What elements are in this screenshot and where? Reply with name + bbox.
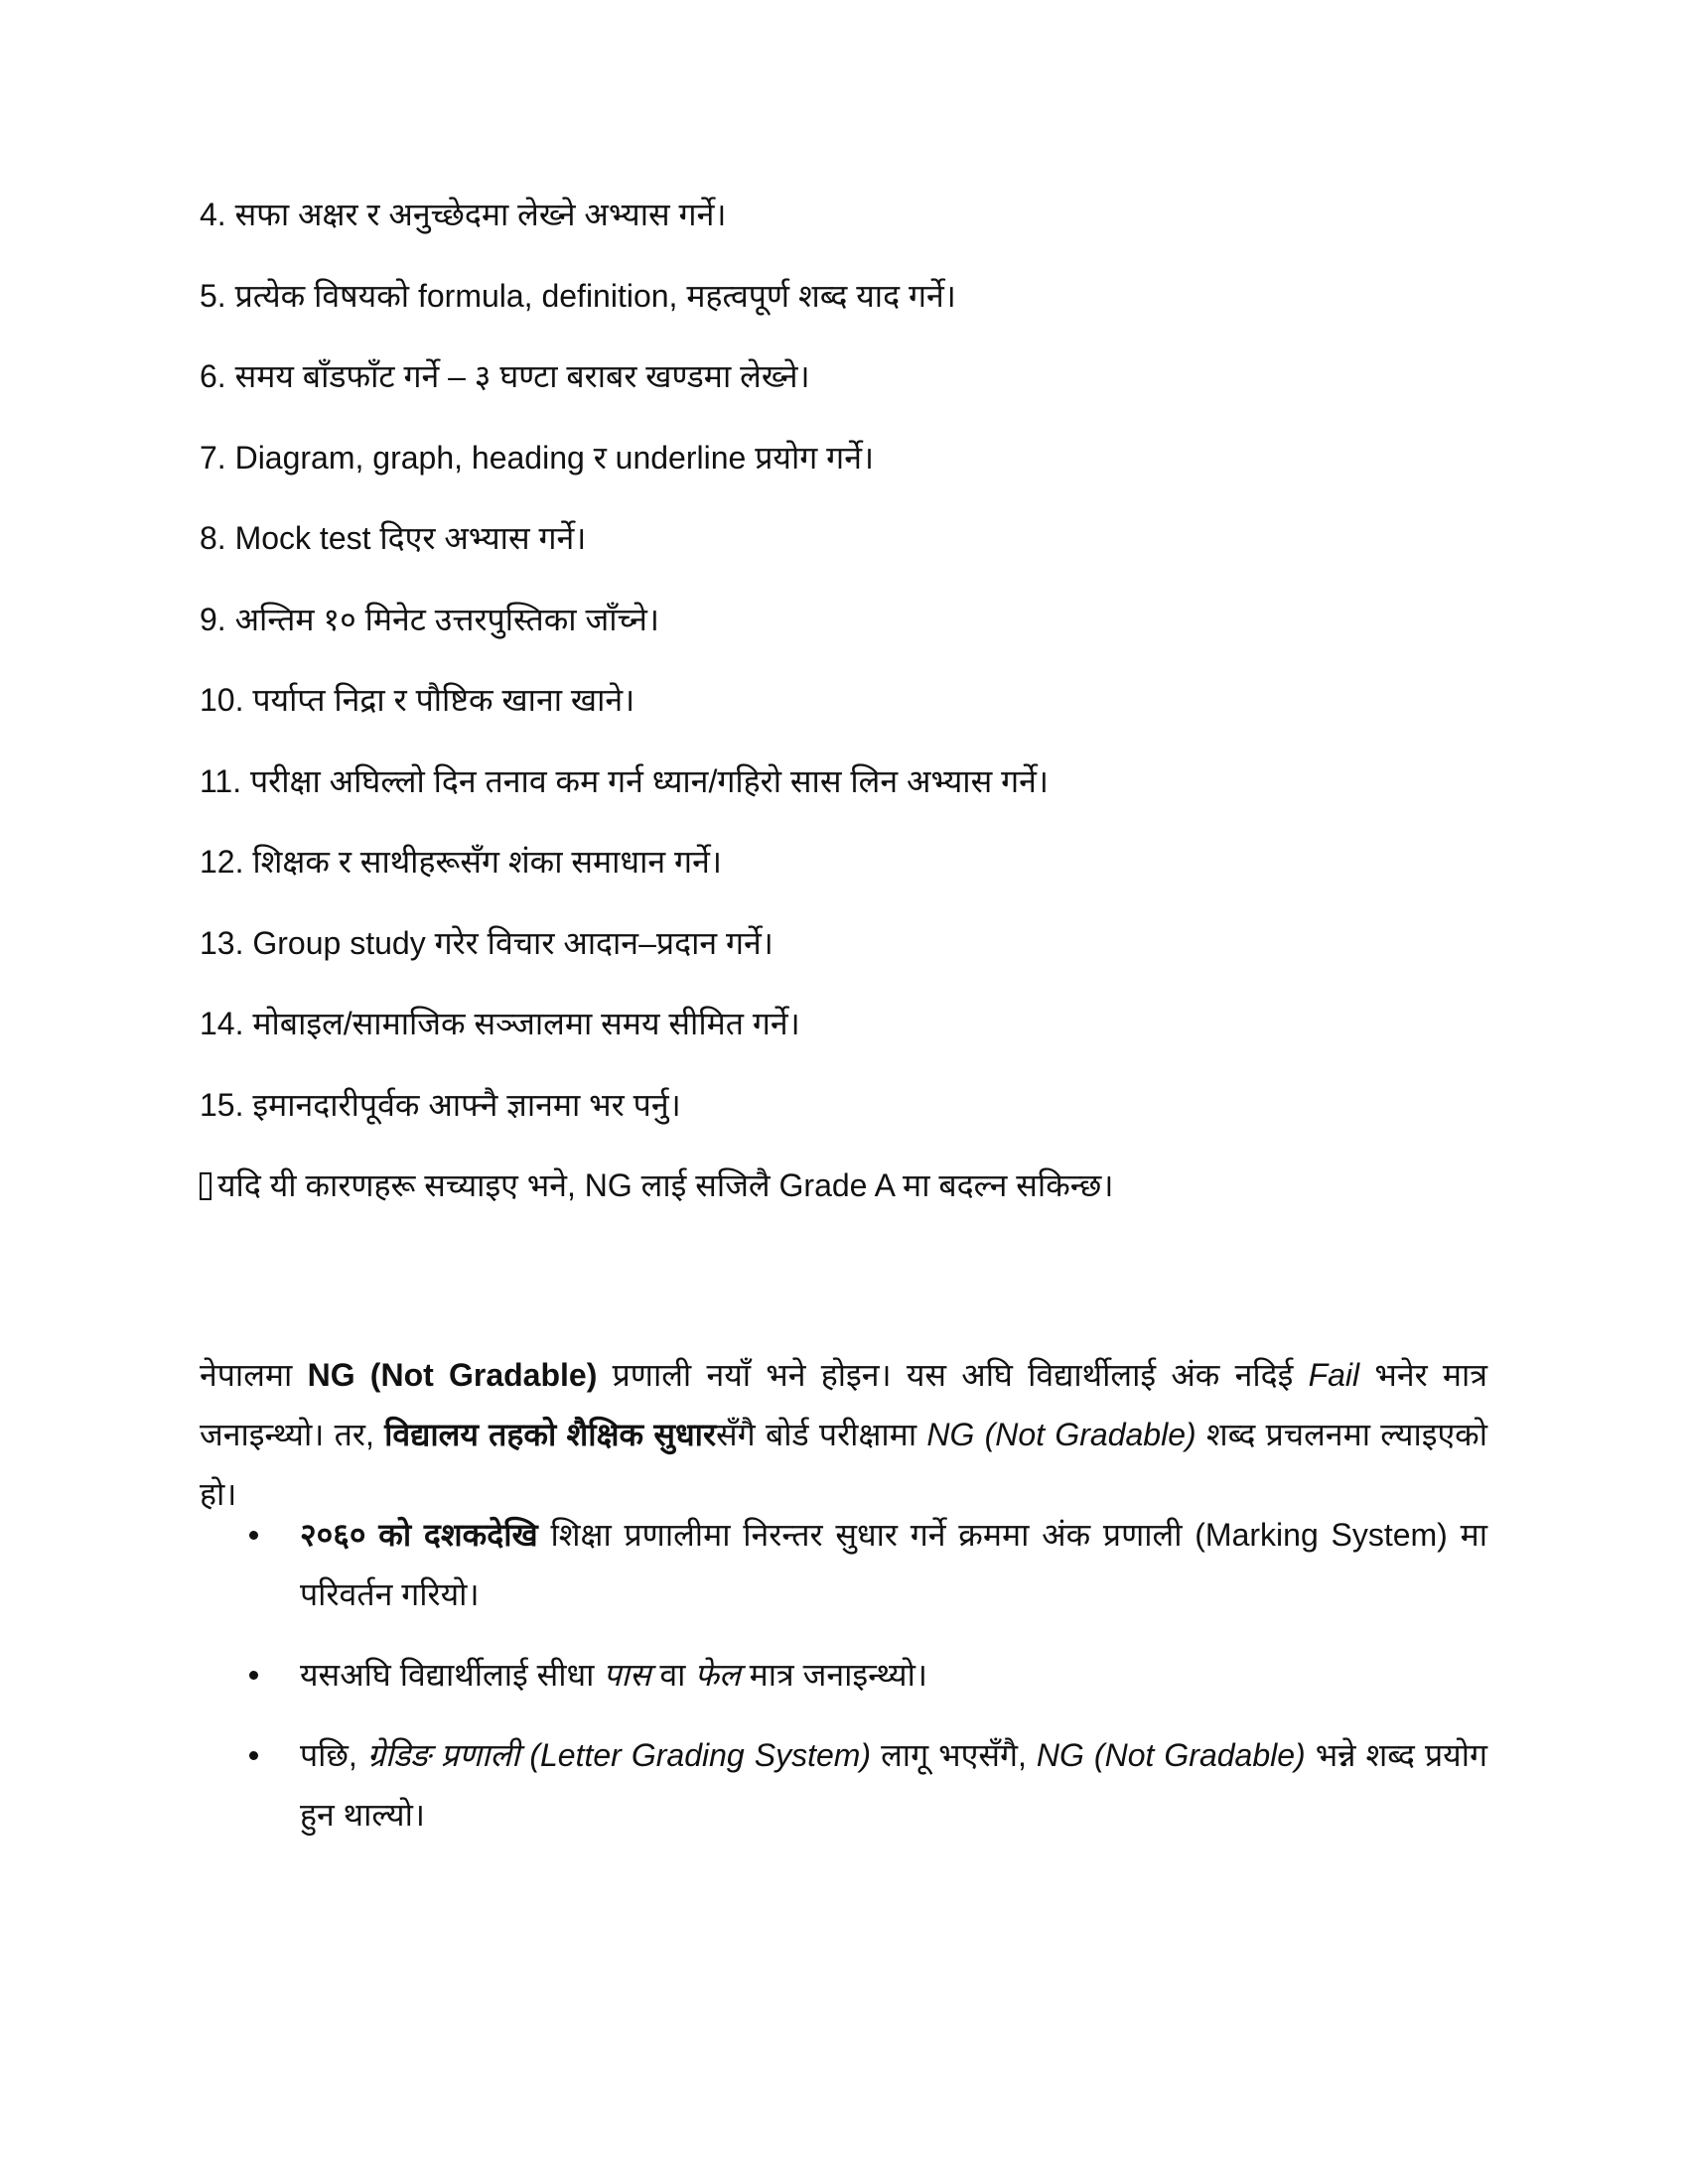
tip-number: 12. [200, 844, 253, 880]
bullet-text: मात्र जनाइन्थ्यो। [740, 1657, 927, 1693]
bullet-icon [249, 1531, 258, 1540]
bullet-italic-text: फेल [694, 1657, 741, 1693]
intro-italic-term: NG (Not Gradable) [926, 1417, 1196, 1452]
bullet-italic-text: ग्रेडिङ प्रणाली (Letter Grading System) [366, 1737, 872, 1773]
tip-number: 15. [200, 1086, 253, 1123]
bullet-item [200, 1505, 1487, 1624]
tip-number: 4. [200, 197, 235, 232]
tip-item [200, 276, 1487, 316]
tip-item [200, 195, 1487, 234]
bullet-text: शिक्षा प्रणालीमा निरन्तर सुधार गर्ने क्रममा अंक प्रणाली (Marking System) मा परिवर्तन गरियो। [300, 1517, 1487, 1612]
tip-item [200, 1085, 1487, 1125]
tip-number: 6. [200, 358, 235, 394]
tip-item [200, 680, 1487, 720]
tip-number: 14. [200, 1006, 253, 1041]
tip-number: 10. [200, 682, 253, 718]
bullet-bold-text: २०६० को दशकदेखि [300, 1517, 538, 1553]
bullet-italic-text: NG (Not Gradable) [1036, 1737, 1306, 1773]
tip-item [200, 518, 1487, 558]
tip-text: प्रत्येक विषयको formula, definition, महत्वपूर्ण शब्द याद गर्ने। [234, 277, 956, 314]
tip-text: Group study गरेर विचार आदान–प्रदान गर्ने। [252, 924, 774, 961]
bullet-text: पछि, [300, 1737, 367, 1773]
tip-number: 5. [200, 277, 235, 314]
tip-item [200, 600, 1487, 639]
bullet-text: लागू भएसँगै, [871, 1737, 1037, 1773]
tips-list [200, 195, 1487, 1205]
tip-item [200, 923, 1487, 963]
tip-number: 9. [200, 601, 235, 637]
tip-number: 13. [200, 924, 253, 961]
tip-number: 8. [200, 520, 235, 556]
tip-text: पर्याप्त निद्रा र पौष्टिक खाना खाने। [252, 682, 635, 718]
tip-text: इमानदारीपूर्वक आफ्नै ज्ञानमा भर पर्नु। [252, 1086, 681, 1123]
tip-number: 11. [200, 762, 250, 799]
tip-text: शिक्षक र साथीहरूसँग शंका समाधान गर्ने। [252, 844, 722, 880]
bullet-item [200, 1725, 1487, 1844]
intro-text: नेपालमा [200, 1357, 308, 1393]
bullet-text: यसअघि विद्यार्थीलाई सीधा [300, 1657, 604, 1693]
history-bullet-list [200, 1505, 1487, 1865]
conclusion-line [200, 1165, 1487, 1205]
tip-item [200, 1004, 1487, 1043]
tip-number: 7. [200, 439, 235, 476]
bullet-text: भन्ने शब्द प्रयोग हुन थाल्यो। [300, 1737, 1488, 1833]
document-page [200, 195, 1488, 1833]
intro-text: भनेर मात्र जनाइन्थ्यो। तर, [200, 1357, 1488, 1452]
bullet-italic-text: पास [603, 1657, 651, 1693]
bullet-text: वा [650, 1657, 695, 1693]
intro-text: प्रणाली नयाँ भने होइन। यस अघि विद्यार्थीलाई अंक नदिई [597, 1357, 1309, 1393]
tip-text: Mock test दिएर अभ्यास गर्ने। [234, 520, 587, 556]
conclusion-text: यदि यी कारणहरू सच्याइए भने, NG लाई सजिलै Grade A मा बदल्न सकिन्छ। [217, 1167, 1114, 1203]
intro-text: शब्द प्रचलनमा ल्याइएको हो। [200, 1417, 1487, 1512]
tip-text: अन्तिम १० मिनेट उत्तरपुस्तिका जाँच्ने। [234, 601, 660, 637]
tip-text: Diagram, graph, heading र underline प्रयोग गर्ने। [234, 439, 875, 476]
tip-text: मोबाइल/सामाजिक सञ्जालमा समय सीमित गर्ने। [252, 1006, 800, 1041]
tip-item [200, 438, 1487, 478]
bullet-icon [249, 1671, 258, 1680]
bullet-icon [249, 1751, 258, 1760]
tip-item [200, 842, 1487, 882]
bullet-item [200, 1645, 1487, 1705]
tip-text: परीक्षा अघिल्लो दिन तनाव कम गर्न ध्यान/गहिरो सास लिन अभ्यास गर्ने। [250, 762, 1050, 799]
intro-bold-term: विद्यालय तहको शैक्षिक सुधार [384, 1417, 717, 1452]
tip-text: सफा अक्षर र अनुच्छेदमा लेख्ने अभ्यास गर्ने। [234, 197, 727, 232]
intro-bold-term: NG (Not Gradable) [307, 1357, 598, 1393]
intro-italic-term: Fail [1308, 1357, 1360, 1393]
intro-paragraph [200, 1345, 1487, 1524]
tip-item [200, 761, 1487, 801]
tip-text: समय बाँडफाँट गर्ने – ३ घण्टा बराबर खण्डमा लेख्ने। [234, 358, 810, 394]
tip-item [200, 356, 1487, 396]
intro-text: सँगै बोर्ड परीक्षामा [716, 1417, 927, 1452]
missing-glyph-icon [200, 1172, 211, 1200]
